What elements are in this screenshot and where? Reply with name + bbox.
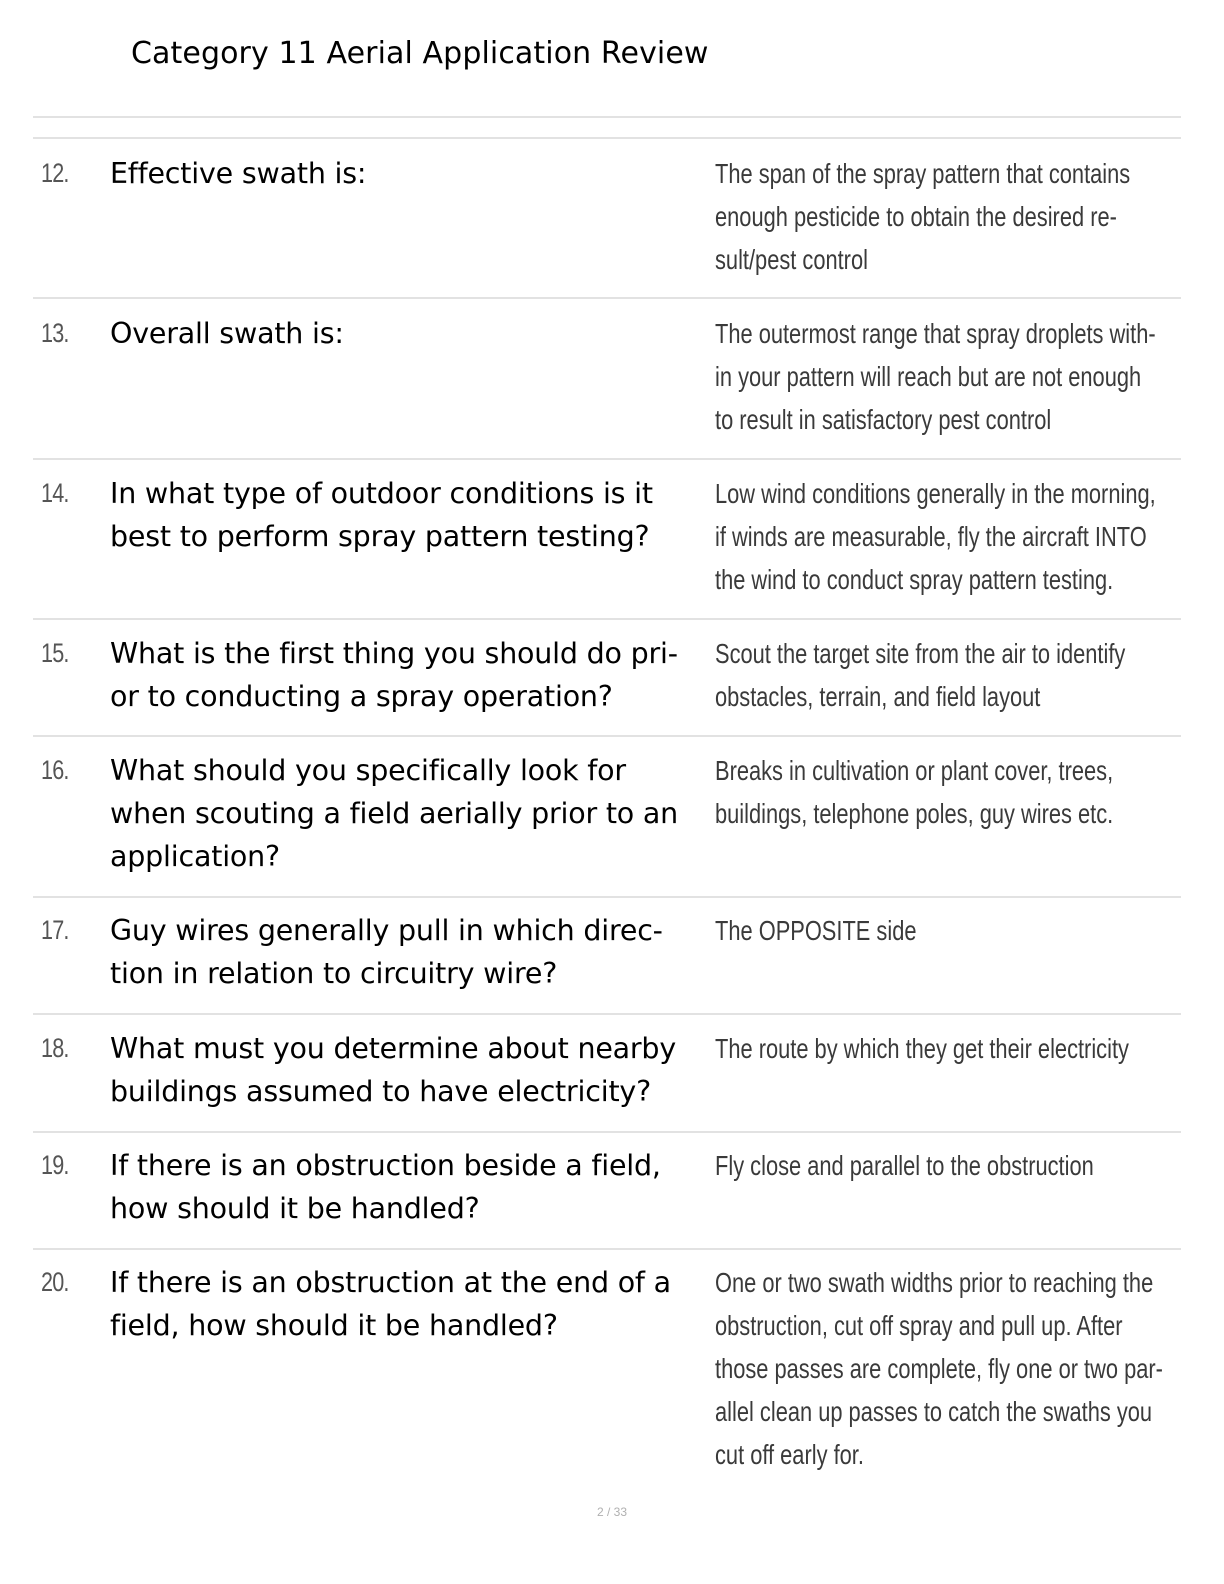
answer: [715, 312, 1185, 441]
question-line: best to perform spray pattern testing?: [110, 520, 650, 553]
answer: [715, 1144, 1185, 1187]
answer-line: obstacles, terrain, and field layout: [715, 681, 1041, 712]
answer-line: buildings, telephone poles, guy wires etc.: [715, 798, 1114, 829]
question-line: Overall swath is:: [110, 317, 344, 350]
answer-line: Fly close and parallel to the obstruction: [715, 1150, 1094, 1181]
item-number: 14.: [41, 478, 69, 508]
answer: [715, 749, 1185, 835]
item-number: 20.: [41, 1267, 69, 1297]
item-number: 15.: [41, 638, 69, 668]
item-number: 19.: [41, 1150, 69, 1180]
row-divider: [33, 297, 1181, 299]
answer-line: in your pattern will reach but are not enough: [715, 361, 1142, 392]
answer-line: allel clean up passes to catch the swaths you: [715, 1396, 1153, 1427]
question: [110, 632, 710, 718]
row-divider: [33, 896, 1181, 898]
question: [110, 472, 710, 558]
question-line: Effective swath is:: [110, 157, 367, 190]
row-divider: [33, 735, 1181, 737]
question-line: What is the first thing you should do pri-: [110, 637, 678, 670]
question: [110, 1144, 710, 1230]
question-line: application?: [110, 840, 280, 873]
answer: [715, 152, 1185, 281]
answer-line: Scout the target site from the air to identify: [715, 638, 1126, 669]
item-number: 17.: [41, 915, 69, 945]
answer-line: The route by which they get their electricity: [715, 1033, 1129, 1064]
answer-line: cut off early for.: [715, 1439, 864, 1470]
question: [110, 749, 710, 878]
answer-line: those passes are complete, fly one or two par-: [715, 1353, 1163, 1384]
question: [110, 1027, 710, 1113]
answer-line: The span of the spray pattern that contains: [715, 158, 1131, 189]
question-line: If there is an obstruction beside a field,: [110, 1149, 661, 1182]
question-line: Guy wires generally pull in which direc-: [110, 914, 663, 947]
question-line: tion in relation to circuitry wire?: [110, 957, 558, 990]
question: [110, 312, 710, 355]
answer-line: to result in satisfactory pest control: [715, 404, 1052, 435]
row-divider: [33, 137, 1181, 139]
row-divider: [33, 1248, 1181, 1250]
question: [110, 1261, 710, 1347]
answer-line: if winds are measurable, fly the aircraft INTO: [715, 521, 1147, 552]
answer: [715, 632, 1185, 718]
answer-line: enough pesticide to obtain the desired re-: [715, 201, 1117, 232]
row-divider: [33, 458, 1181, 460]
item-number: 13.: [41, 318, 69, 348]
question-line: field, how should it be handled?: [110, 1309, 558, 1342]
answer-line: Low wind conditions generally in the morning,: [715, 478, 1156, 509]
item-number: 16.: [41, 755, 69, 785]
answer: [715, 909, 1185, 952]
question-line: how should it be handled?: [110, 1192, 480, 1225]
answer-line: The OPPOSITE side: [715, 915, 917, 946]
question-line: when scouting a field aerially prior to an: [110, 797, 679, 830]
question-line: What should you specifically look for: [110, 754, 626, 787]
page-title: Category 11 Aerial Application Review: [131, 36, 709, 71]
question: [110, 909, 710, 995]
header-divider: [33, 116, 1181, 118]
answer: [715, 1027, 1185, 1070]
question: [110, 152, 710, 195]
answer-line: obstruction, cut off spray and pull up. After: [715, 1310, 1123, 1341]
item-number: 12.: [41, 158, 69, 188]
question-line: If there is an obstruction at the end of a: [110, 1266, 671, 1299]
answer-line: Breaks in cultivation or plant cover, trees,: [715, 755, 1114, 786]
answer-line: One or two swath widths prior to reaching the: [715, 1267, 1154, 1298]
answer-line: the wind to conduct spray pattern testing.: [715, 564, 1114, 595]
row-divider: [33, 1013, 1181, 1015]
question-line: In what type of outdoor conditions is it: [110, 477, 653, 510]
answer: [715, 1261, 1185, 1476]
question-line: buildings assumed to have electricity?: [110, 1075, 652, 1108]
item-number: 18.: [41, 1033, 69, 1063]
row-divider: [33, 1131, 1181, 1133]
answer-line: sult/pest control: [715, 244, 868, 275]
row-divider: [33, 618, 1181, 620]
answer-line: The outermost range that spray droplets with-: [715, 318, 1156, 349]
page-indicator: 2 / 33: [596, 1505, 628, 1519]
answer: [715, 472, 1185, 601]
question-line: What must you determine about nearby: [110, 1032, 676, 1065]
question-line: or to conducting a spray operation?: [110, 680, 613, 713]
